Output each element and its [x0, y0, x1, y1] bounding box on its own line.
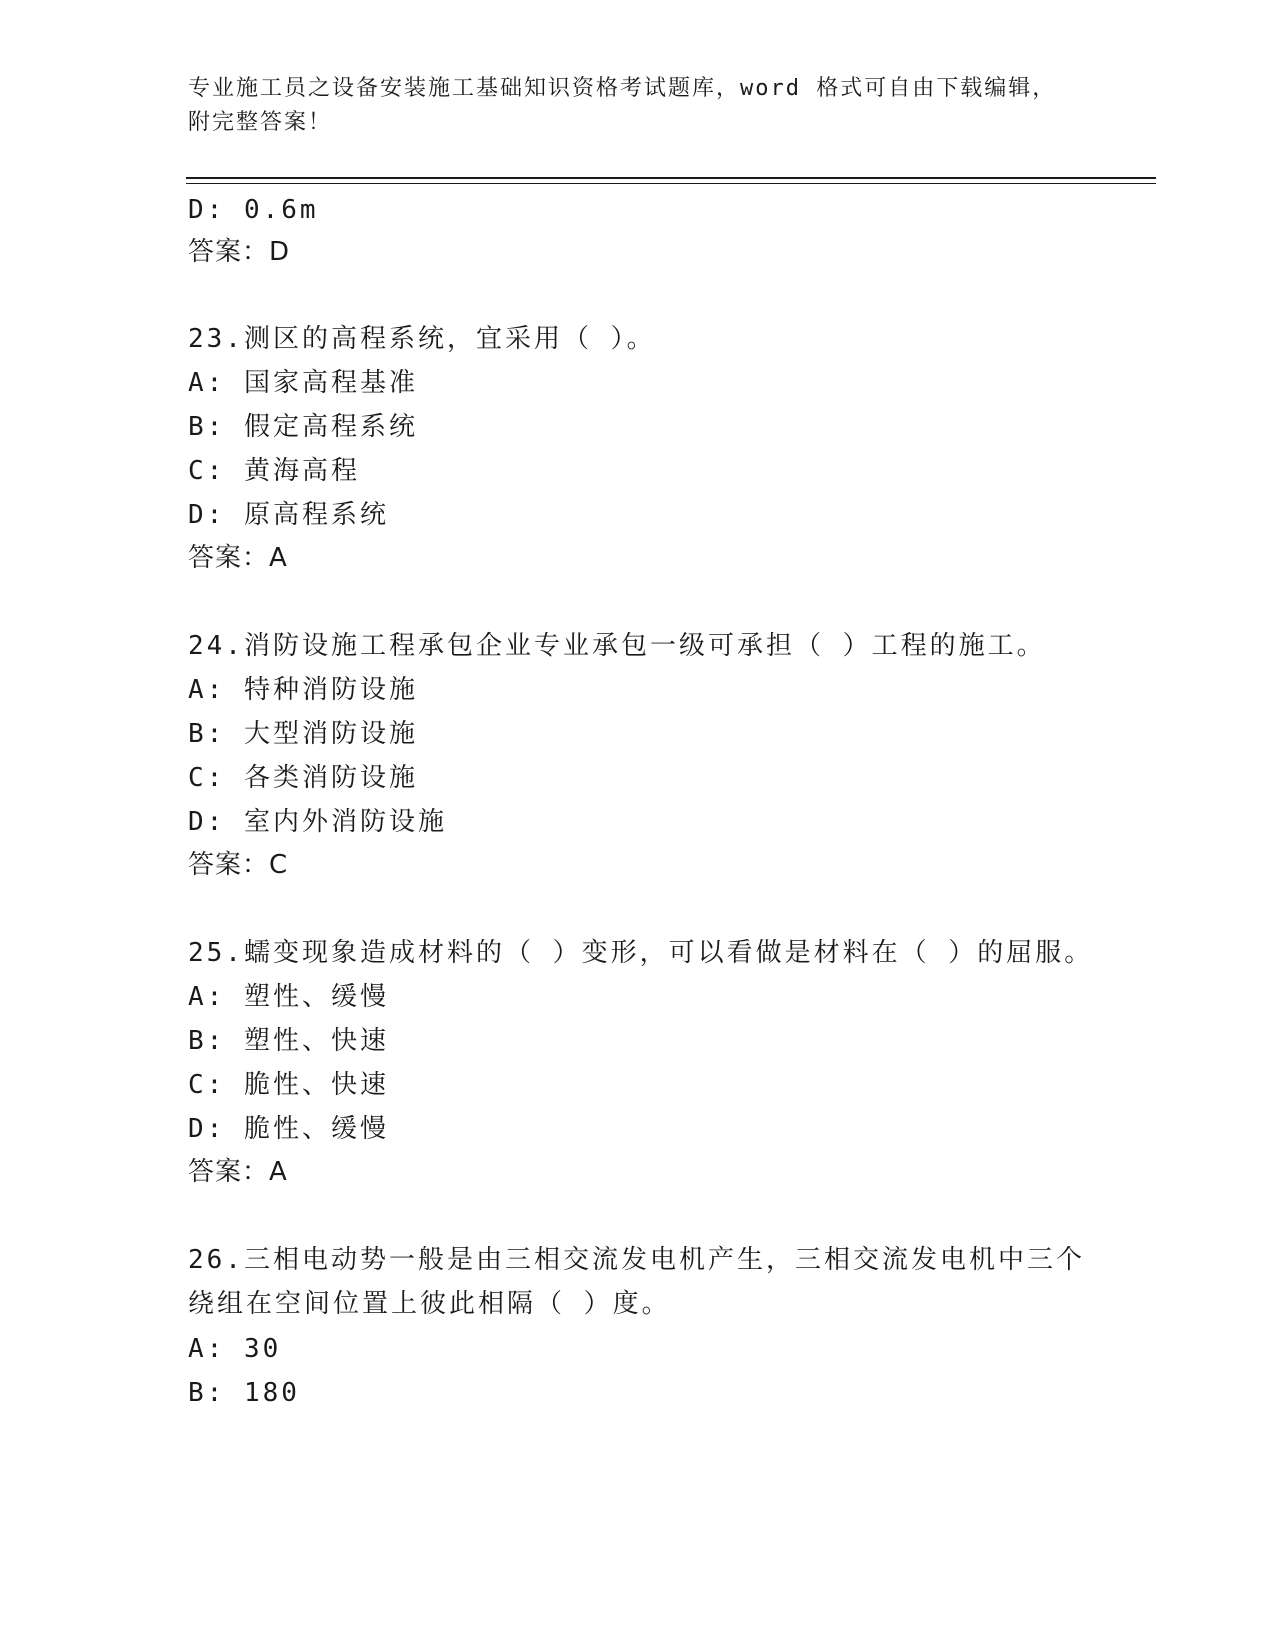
option-c: C: 黄海高程 [188, 456, 360, 486]
header-line-2: 附完整答案！ [188, 110, 333, 135]
header-divider-thin [186, 183, 1156, 184]
question-stem-continued: 绕组在空间位置上彼此相隔（ ）度。 [188, 1289, 671, 1319]
question-stem: 26.三相电动势一般是由三相交流发电机产生，三相交流发电机中三个 [188, 1245, 1085, 1275]
option-a: A: 国家高程基准 [188, 368, 418, 398]
answer-line: 答案：A [188, 543, 288, 573]
option-a: A: 特种消防设施 [188, 675, 418, 705]
header-divider-thick [186, 177, 1156, 179]
option-c: C: 各类消防设施 [188, 763, 418, 793]
option-a: A: 30 [188, 1334, 282, 1364]
option-b: B: 180 [188, 1378, 300, 1408]
question-stem: 24.消防设施工程承包企业专业承包一级可承担（ ）工程的施工。 [188, 631, 1046, 661]
answer-line: 答案：C [188, 850, 289, 880]
option-b: B: 假定高程系统 [188, 412, 418, 442]
option-d: D: 室内外消防设施 [188, 807, 447, 837]
header-line-1: 专业施工员之设备安装施工基础知识资格考试题库，word 格式可自由下载编辑， [188, 76, 1057, 101]
option-d: D: 0.6m [188, 195, 319, 225]
answer-line: 答案：D [188, 237, 291, 267]
option-b: B: 大型消防设施 [188, 719, 418, 749]
answer-line: 答案：A [188, 1157, 288, 1187]
question-stem: 25.蠕变现象造成材料的（ ）变形，可以看做是材料在（ ）的屈服。 [188, 938, 1094, 968]
option-c: C: 脆性、快速 [188, 1070, 389, 1100]
option-a: A: 塑性、缓慢 [188, 982, 389, 1012]
option-b: B: 塑性、快速 [188, 1026, 389, 1056]
question-stem: 23.测区的高程系统，宜采用（ ）。 [188, 324, 656, 354]
document-header [188, 72, 1088, 140]
option-d: D: 脆性、缓慢 [188, 1114, 389, 1144]
option-d: D: 原高程系统 [188, 500, 389, 530]
